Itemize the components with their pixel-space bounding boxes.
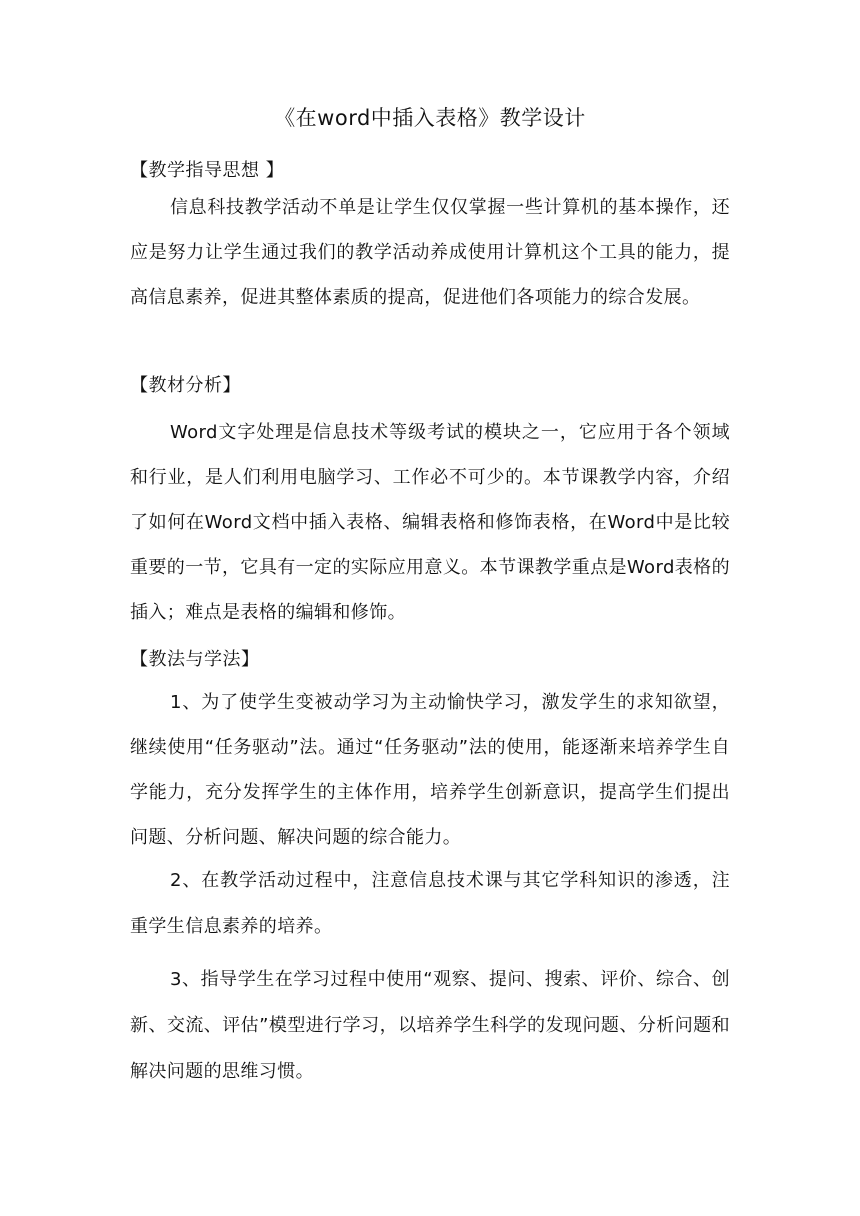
section-heading-guiding-thought: 【教学指导思想 】 xyxy=(130,160,285,181)
paragraph-method-3: 3、指导学生在学习过程中使用“观察、提问、搜索、评价、综合、创新、交流、评估”模型进行学习，以培养学生科学的发现问题、分析问题和解决问题的思维习惯。 xyxy=(130,969,730,1082)
paragraph-method-2: 2、在教学活动过程中，注意信息技术课与其它学科知识的渗透，注重学生信息素养的培养。 xyxy=(130,870,730,937)
paragraph-method-1: 1、为了使学生变被动学习为主动愉快学习，激发学生的求知欲望，继续使用“任务驱动”法。通过“任务驱动”法的使用，能逐渐来培养学生自学能力，充分发挥学生的主体作用，培养学生创新意识，提高学生们提出问题、分析问题、解决问题的综合能力。 xyxy=(130,692,730,848)
section-heading-material-analysis: 【教材分析】 xyxy=(130,375,241,396)
paragraph-guiding-thought: 信息科技教学活动不单是让学生仅仅掌握一些计算机的基本操作，还应是努力让学生通过我们的教学活动养成使用计算机这个工具的能力，提高信息素养，促进其整体素质的提高，促进他们各项能力的综合发展。 xyxy=(130,197,730,308)
paragraph-material-analysis: Word文字处理是信息技术等级考试的模块之一，它应用于各个领域和行业，是人们利用电脑学习、工作必不可少的。本节课教学内容，介绍了如何在Word文档中插入表格、编辑表格和修饰表格，在Word中是比较重要的一节，它具有一定的实际应用意义。本节课教学重点是Word表格的插入；难点是表格的编辑和修饰。 xyxy=(130,422,730,623)
document-title: 《在word中插入表格》教学设计 xyxy=(274,106,586,130)
section-heading-teaching-methods: 【教法与学法】 xyxy=(130,649,260,670)
